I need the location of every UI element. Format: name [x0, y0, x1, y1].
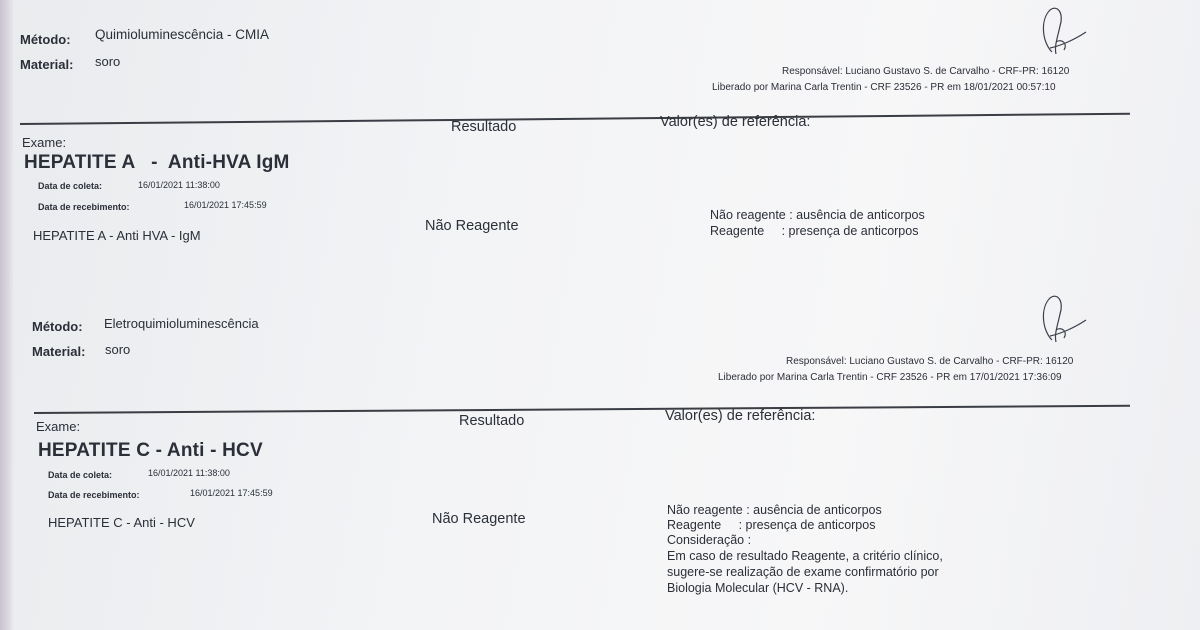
test-name-1: HEPATITE A - Anti HVA - IgM [33, 228, 201, 243]
material-label-1: Material: [20, 57, 74, 72]
collection-value-1: 16/01/2021 11:38:00 [138, 180, 220, 190]
material-value-2: soro [105, 342, 131, 357]
collection-label-2: Data de coleta: [48, 470, 113, 480]
test-name-2: HEPATITE C - Anti - HCV [48, 515, 195, 530]
method-label-1: Método: [20, 32, 71, 47]
reference-header-1: Valor(es) de referência: [660, 114, 811, 130]
reference-line: sugere-se realização de exame confirmatório por [667, 565, 939, 579]
material-value-1: soro [95, 54, 121, 69]
method-value-1: Quimioluminescência - CMIA [95, 27, 270, 42]
result-header-1: Resultado [451, 119, 517, 135]
reference-line: Biologia Molecular (HCV - RNA). [667, 581, 849, 595]
reception-value-2: 16/01/2021 17:45:59 [190, 488, 273, 498]
collection-value-2: 16/01/2021 11:38:00 [148, 468, 230, 478]
reference-line: Não reagente : ausência de anticorpos [710, 208, 925, 222]
material-label-2: Material: [32, 344, 86, 359]
reception-label-1: Data de recebimento: [38, 202, 130, 212]
responsible-2: Responsável: Luciano Gustavo S. de Carvalho - CRF-PR: 16120 [786, 356, 1074, 367]
method-label-2: Método: [32, 319, 83, 334]
result-value-1: Não Reagente [425, 218, 519, 234]
page-edge-shadow [0, 0, 14, 630]
reference-line: Consideração : [667, 533, 752, 547]
exam-title-1: HEPATITE A - Anti-HVA IgM [24, 152, 290, 173]
exam-label-1: Exame: [22, 135, 67, 150]
divider-2 [34, 405, 1130, 414]
reference-line: Reagente : presença de anticorpos [667, 518, 876, 532]
reception-value-1: 16/01/2021 17:45:59 [184, 200, 267, 210]
reference-line: Reagente : presença de anticorpos [710, 224, 919, 238]
result-header-2: Resultado [459, 413, 525, 429]
released-1: Liberado por Marina Carla Trentin - CRF 23526 - PR em 18/01/2021 00:57:10 [712, 82, 1056, 93]
collection-label-1: Data de coleta: [38, 181, 103, 191]
reference-line: Não reagente : ausência de anticorpos [667, 503, 882, 517]
divider-1 [20, 113, 1130, 125]
reference-header-2: Valor(es) de referência: [665, 408, 816, 424]
reception-label-2: Data de recebimento: [48, 490, 140, 500]
released-2: Liberado por Marina Carla Trentin - CRF 23526 - PR em 17/01/2021 17:36:09 [718, 372, 1062, 383]
result-value-2: Não Reagente [432, 511, 526, 527]
exam-label-2: Exame: [36, 419, 81, 434]
method-value-2: Eletroquimioluminescência [104, 316, 259, 331]
exam-title-2: HEPATITE C - Anti - HCV [38, 440, 263, 461]
responsible-1: Responsável: Luciano Gustavo S. de Carvalho - CRF-PR: 16120 [782, 66, 1070, 77]
signature-2 [1030, 290, 1090, 350]
signature-1 [1030, 2, 1090, 62]
reference-line: Em caso de resultado Reagente, a critério clínico, [667, 549, 943, 563]
